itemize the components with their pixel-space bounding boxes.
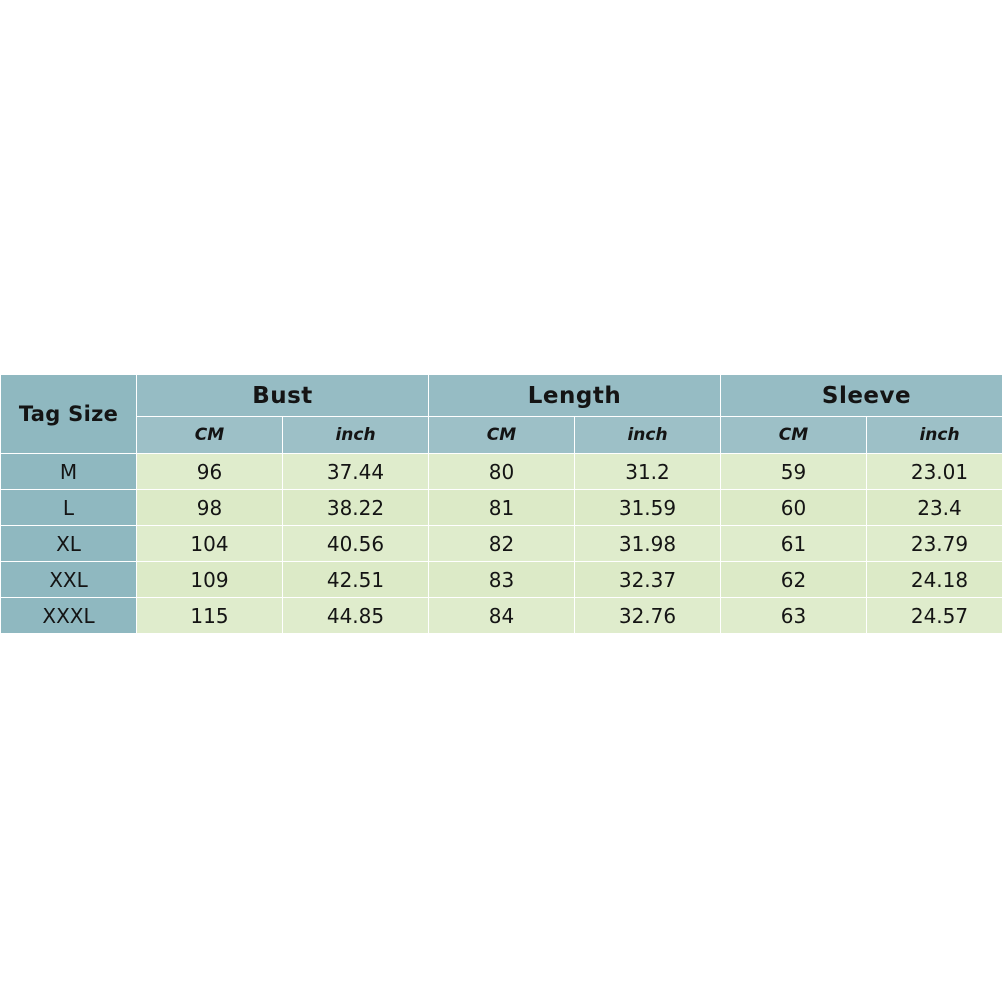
row-size-label: XL [1, 526, 137, 562]
cell-length-cm: 81 [429, 490, 575, 526]
header-tag-size: Tag Size [1, 375, 137, 454]
cell-bust-inch: 40.56 [283, 526, 429, 562]
header-unit-bust-cm: CM [137, 417, 283, 454]
cell-length-cm: 84 [429, 598, 575, 634]
cell-sleeve-inch: 23.01 [867, 454, 1002, 490]
cell-length-cm: 80 [429, 454, 575, 490]
table-row [1, 562, 1002, 598]
table-body [1, 454, 1002, 634]
cell-bust-cm: 98 [137, 490, 283, 526]
cell-sleeve-cm: 61 [721, 526, 867, 562]
cell-bust-cm: 109 [137, 562, 283, 598]
row-size-label: XXXL [1, 598, 137, 634]
header-unit-sleeve-inch: inch [867, 417, 1002, 454]
table-row [1, 490, 1002, 526]
cell-length-inch: 32.76 [575, 598, 721, 634]
cell-length-inch: 31.98 [575, 526, 721, 562]
row-size-label: L [1, 490, 137, 526]
cell-bust-inch: 42.51 [283, 562, 429, 598]
header-unit-sleeve-cm: CM [721, 417, 867, 454]
header-group-bust: Bust [137, 375, 429, 417]
cell-sleeve-cm: 63 [721, 598, 867, 634]
cell-bust-cm: 96 [137, 454, 283, 490]
cell-sleeve-cm: 59 [721, 454, 867, 490]
header-unit-length-inch: inch [575, 417, 721, 454]
cell-sleeve-inch: 24.18 [867, 562, 1002, 598]
cell-length-inch: 31.2 [575, 454, 721, 490]
header-group-sleeve: Sleeve [721, 375, 1002, 417]
header-group-length: Length [429, 375, 721, 417]
size-chart [0, 374, 1002, 634]
size-chart-table [0, 374, 1002, 634]
cell-length-inch: 32.37 [575, 562, 721, 598]
header-unit-row [1, 417, 1002, 454]
table-row [1, 526, 1002, 562]
cell-bust-inch: 37.44 [283, 454, 429, 490]
cell-sleeve-inch: 24.57 [867, 598, 1002, 634]
header-group-row [1, 375, 1002, 417]
cell-bust-cm: 115 [137, 598, 283, 634]
cell-sleeve-inch: 23.4 [867, 490, 1002, 526]
cell-sleeve-cm: 62 [721, 562, 867, 598]
table-row [1, 598, 1002, 634]
cell-bust-cm: 104 [137, 526, 283, 562]
cell-length-cm: 83 [429, 562, 575, 598]
cell-sleeve-inch: 23.79 [867, 526, 1002, 562]
cell-bust-inch: 44.85 [283, 598, 429, 634]
row-size-label: XXL [1, 562, 137, 598]
cell-length-inch: 31.59 [575, 490, 721, 526]
header-unit-bust-inch: inch [283, 417, 429, 454]
cell-sleeve-cm: 60 [721, 490, 867, 526]
table-header [1, 375, 1002, 454]
cell-length-cm: 82 [429, 526, 575, 562]
row-size-label: M [1, 454, 137, 490]
table-row [1, 454, 1002, 490]
cell-bust-inch: 38.22 [283, 490, 429, 526]
header-unit-length-cm: CM [429, 417, 575, 454]
